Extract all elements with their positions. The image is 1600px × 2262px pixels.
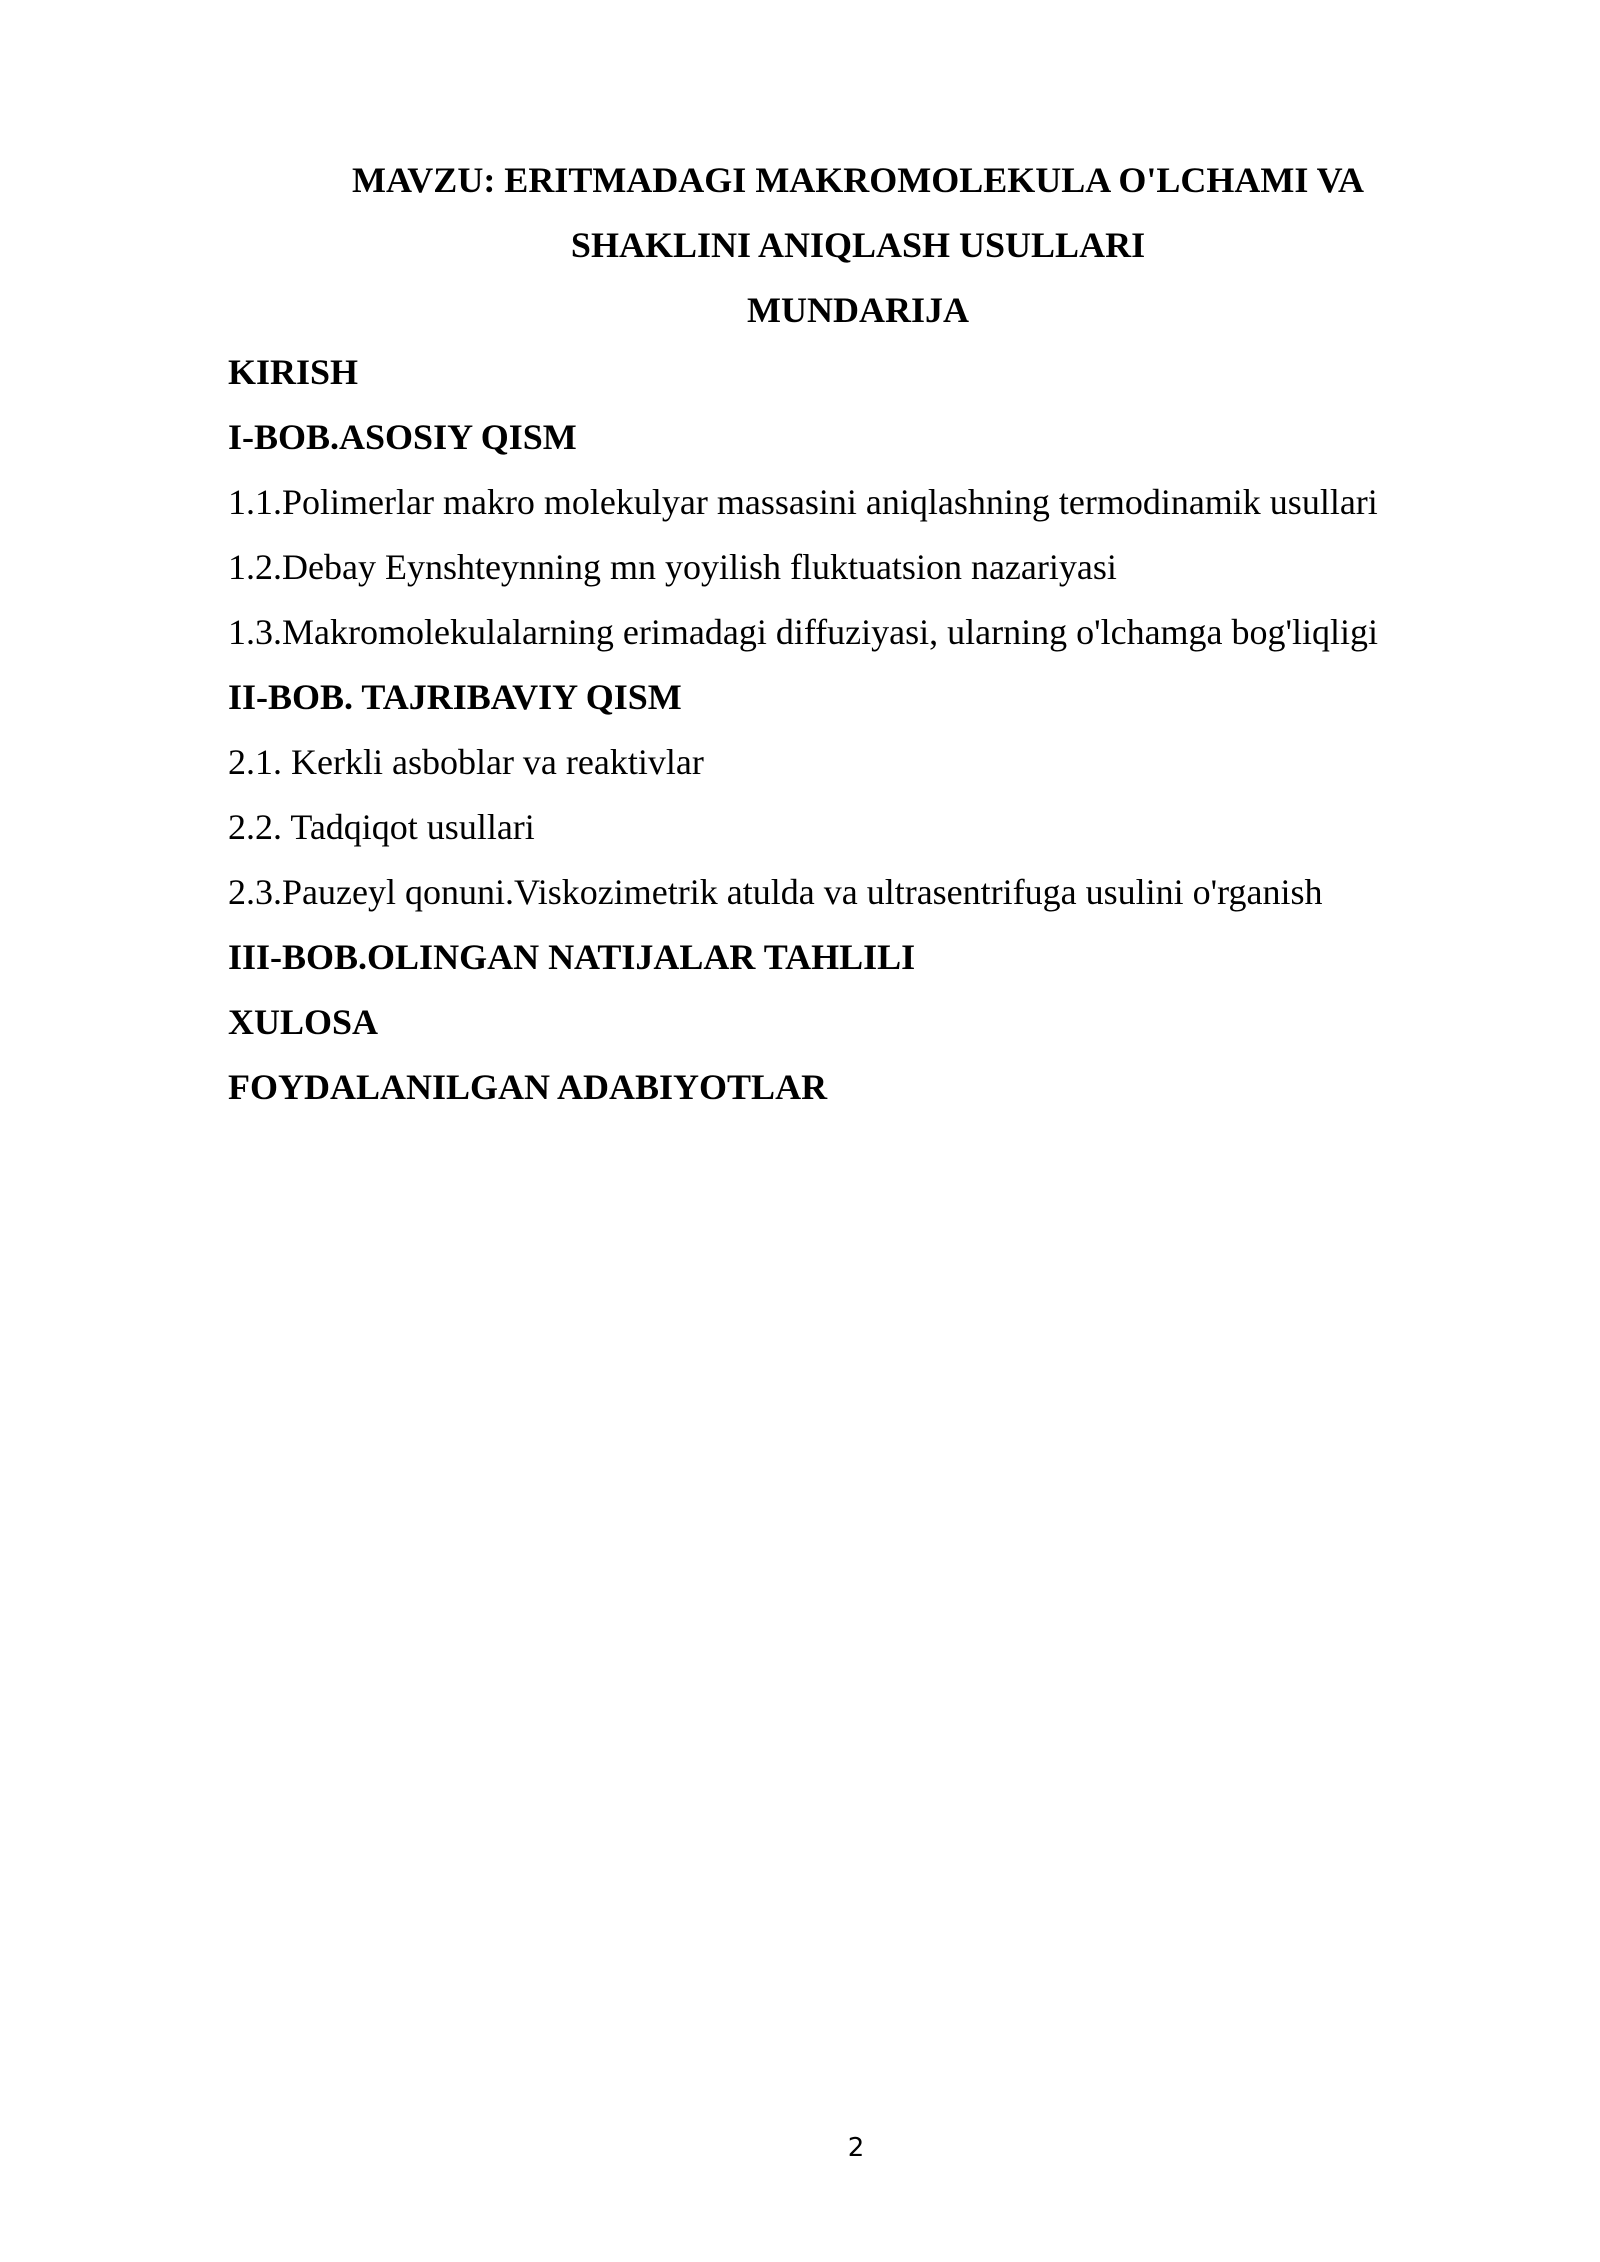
toc-entry-chapter-2: II-BOB. TAJRIBAVIY QISM bbox=[228, 677, 682, 717]
toc-entry-introduction: KIRISH bbox=[228, 352, 359, 392]
toc-entry-section-1-1: 1.1.Polimerlar makro molekulyar massasini aniqlashning termodinamik usullari bbox=[228, 482, 1378, 522]
title-block bbox=[228, 148, 1488, 343]
toc-entry-section-2-2: 2.2. Tadqiqot usullari bbox=[228, 807, 535, 847]
toc-entry-references: FOYDALANILGAN ADABIYOTLAR bbox=[228, 1067, 828, 1107]
toc-entry-conclusion: XULOSA bbox=[228, 1002, 379, 1042]
toc-entry-section-1-2: 1.2.Debay Eynshteynning mn yoyilish fluktuatsion nazariyasi bbox=[228, 547, 1117, 587]
toc-entry-section-2-1: 2.1. Kerkli asboblar va reaktivlar bbox=[228, 742, 704, 782]
toc-entry-chapter-1: I-BOB.ASOSIY QISM bbox=[228, 417, 577, 457]
table-of-contents bbox=[228, 340, 1528, 1120]
toc-entry-section-2-3: 2.3.Pauzeyl qonuni.Viskozimetrik atulda va ultrasentrifuga usulini o'rganish bbox=[228, 872, 1323, 912]
toc-entry-chapter-3: III-BOB.OLINGAN NATIJALAR TAHLILI bbox=[228, 937, 916, 977]
toc-entry-section-1-3: 1.3.Makromolekulalarning erimadagi diffuziyasi, ularning o'lchamga bog'liqligi bbox=[228, 612, 1379, 652]
page-number: 2 bbox=[847, 2133, 865, 2163]
contents-heading: MUNDARIJA bbox=[747, 290, 969, 330]
topic-title-line-1: MAVZU: ERITMADAGI MAKROMOLEKULA O'LCHAMI VA bbox=[351, 160, 1365, 200]
topic-title-line-2: SHAKLINI ANIQLASH USULLARI bbox=[570, 225, 1146, 265]
